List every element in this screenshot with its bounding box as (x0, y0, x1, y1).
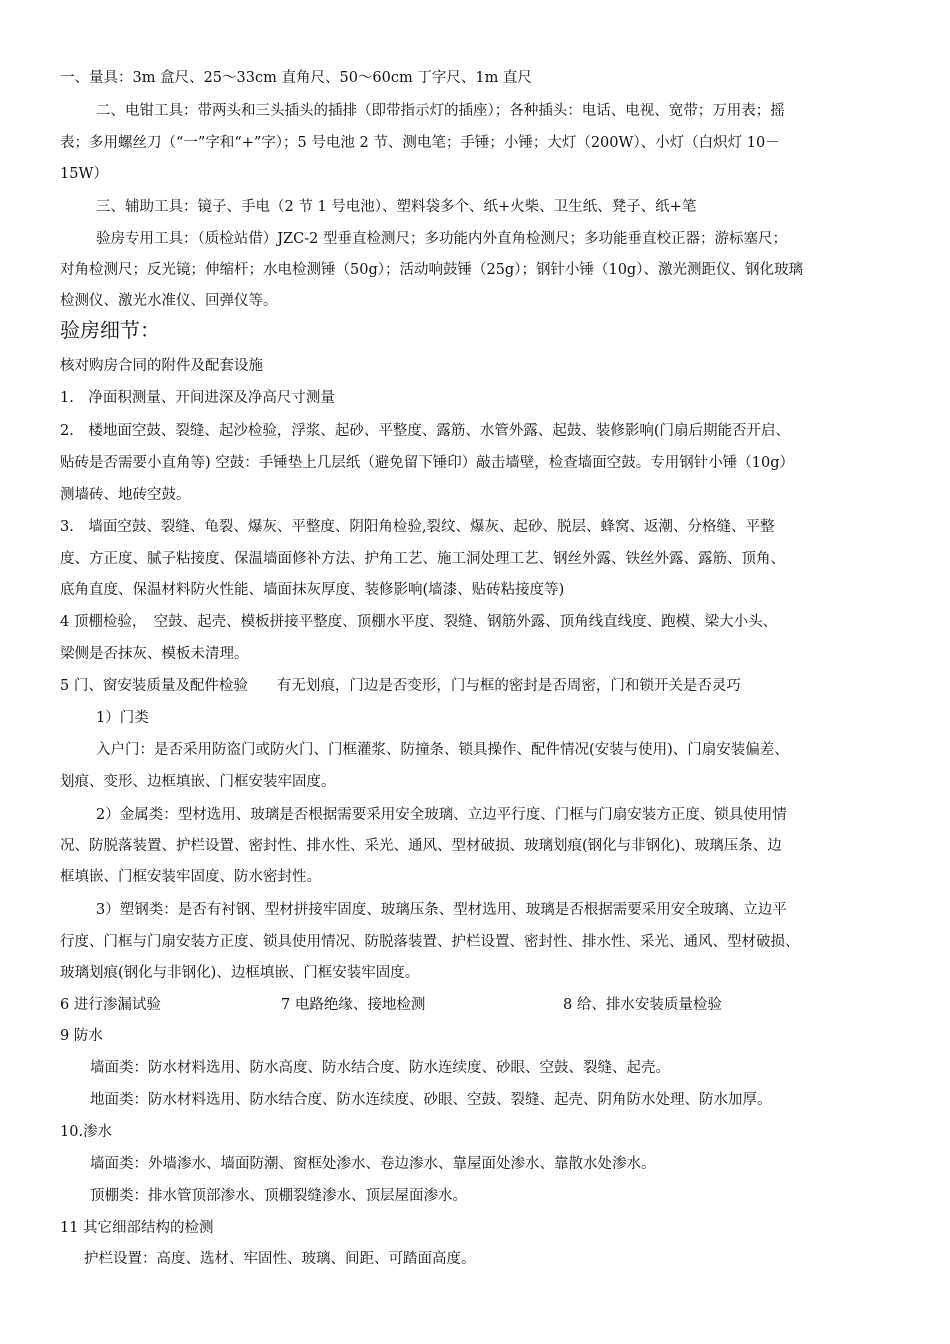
plastic-steel-line-3: 玻璃划痕(钢化与非钢化)、边框填嵌、门框安装牢固度。 (60, 965, 420, 981)
ceiling-seepage-line: 顶棚类：排水管顶部渗水、顶棚裂缝渗水、顶层屋面渗水。 (90, 1188, 467, 1204)
item-3-line-2: 度、方正度、腻子粘接度、保温墙面修补方法、护角工艺、施工洞处理工艺、钢丝外露、铁丝外露、露筋、顶角、 (60, 551, 785, 567)
item-8-label: 8 给、排水安装质量检验 (563, 997, 722, 1013)
plastic-steel-line-2: 行度、门框与门扇安装方正度、锁具使用情况、防脱落装置、护栏设置、密封性、排水性、采光、通风、型材破损、 (60, 934, 800, 950)
plastic-steel-line-1: 3）塑钢类：是否有衬钢、型材拼接牢固度、玻璃压条、型材选用、玻璃是否根据需要采用安全玻璃、立边平 (96, 902, 787, 918)
auxiliary-tools-line: 三、辅助工具：镜子、手电（2 节 1 号电池）、塑料袋多个、纸+火柴、卫生纸、凳子、纸+笔 (96, 199, 697, 215)
item-10-label: 10.渗水 (60, 1124, 113, 1140)
floor-waterproof-line: 地面类：防水材料选用、防水结合度、防水连续度、砂眼、空鼓、裂缝、起壳、阴角防水处理、防水加厚。 (90, 1092, 772, 1108)
item-4-line-1: 4 顶棚检验， 空鼓、起壳、模板拼接平整度、顶棚水平度、裂缝、钢筋外露、顶角线直线度、跑模、梁大小头、 (60, 614, 778, 630)
item-1-line: 1. 净面积测量、开间进深及净高尺寸测量 (60, 390, 335, 406)
electrical-tools-line-2: 表；多用螺丝刀（“一”字和“+”字）；5 号电池 2 节、测电笔；手锤；小锤；大灯（200W）、小灯（白炽灯 10－ (60, 135, 780, 151)
electrical-tools-line-1: 二、电钳工具：带两头和三头插头的插排（即带指示灯的插座）；各种插头：电话、电视、宽带；万用表；摇 (96, 103, 785, 119)
entry-door-line-1: 入户门：是否采用防盗门或防火门、门框灌浆、防撞条、锁具操作、配件情况(安装与使用)、门扇安装偏差、 (96, 742, 789, 758)
contract-check-line: 核对购房合同的附件及配套设施 (60, 358, 263, 374)
wall-waterproof-line: 墙面类：防水材料选用、防水高度、防水结合度、防水连续度、砂眼、空鼓、裂缝、起壳。 (90, 1060, 670, 1076)
special-tools-line-1: 验房专用工具：（质检站借）JZC-2 型垂直检测尺；多功能内外直角检测尺；多功能垂直校正器；游标塞尺； (96, 231, 787, 247)
item-5-line: 5 门、窗安装质量及配件检验 有无划痕，门边是否变形，门与框的密封是否周密，门和锁开关是否灵巧 (60, 678, 741, 694)
item-3-line-3: 底角直度、保温材料防火性能、墙面抹灰厚度、装修影响(墙漆、贴砖粘接度等) (60, 582, 565, 598)
metal-class-line-3: 框填嵌、门框安装牢固度、防水密封性。 (60, 869, 321, 885)
metal-class-line-2: 况、防脱落装置、护栏设置、密封性、排水性、采光、通风、型材破损、玻璃划痕(钢化与非钢化)、玻璃压条、边 (60, 838, 782, 854)
special-tools-line-2: 对角检测尺；反光镜；伸缩杆；水电检测锤（50g）；活动响鼓锤（25g）；钢针小锤（10g）、激光测距仪、钢化玻璃 (60, 262, 803, 278)
item-3-line-1: 3. 墙面空鼓、裂缝、龟裂、爆灰、平整度、阴阳角检验,裂纹、爆灰、起砂、脱层、蜂窝、返潮、分格缝、平整 (60, 519, 775, 535)
section-heading: 验房细节： (60, 318, 160, 342)
metal-class-line-1: 2）金属类：型材选用、玻璃是否根据需要采用安全玻璃、立边平行度、门框与门扇安装方正度、锁具使用情 (96, 807, 787, 823)
item-2-line-3: 测墙砖、地砖空鼓。 (60, 487, 191, 503)
entry-door-line-2: 划痕、变形、边框填嵌、门框安装牢固度。 (60, 774, 336, 790)
railing-line: 护栏设置：高度、选材、牢固性、玻璃、间距、可踏面高度。 (84, 1251, 476, 1267)
item-4-line-2: 梁侧是否抹灰、模板未清理。 (60, 646, 249, 662)
item-9-label: 9 防水 (60, 1028, 103, 1044)
item-6-label: 6 进行渗漏试验 (60, 997, 161, 1013)
item-2-line-1: 2. 楼地面空鼓、裂缝、起沙检验，浮浆、起砂、平整度、露筋、水管外露、起鼓、装修影响(门扇后期能否开启、 (60, 423, 790, 439)
special-tools-line-3: 检测仪、激光水准仪、回弹仪等。 (60, 293, 278, 309)
wall-seepage-line: 墙面类：外墙渗水、墙面防潮、窗框处渗水、卷边渗水、靠屋面处渗水、靠散水处渗水。 (90, 1156, 656, 1172)
item-7-label: 7 电路绝缘、接地检测 (281, 997, 426, 1013)
item-2-line-2: 贴砖是否需要小直角等) 空鼓：手锤垫上几层纸（避免留下锤印）敲击墙壁，检查墙面空鼓。专用钢针小锤（10g） (60, 455, 794, 471)
item-11-label: 11 其它细部结构的检测 (60, 1220, 214, 1236)
measuring-tools-line: 一、量具：3m 盒尺、25～33cm 直角尺、50～60cm 丁字尺、1m 直尺 (60, 70, 532, 86)
door-class-label: 1）门类 (96, 710, 149, 726)
electrical-tools-line-3: 15W） (60, 166, 108, 182)
